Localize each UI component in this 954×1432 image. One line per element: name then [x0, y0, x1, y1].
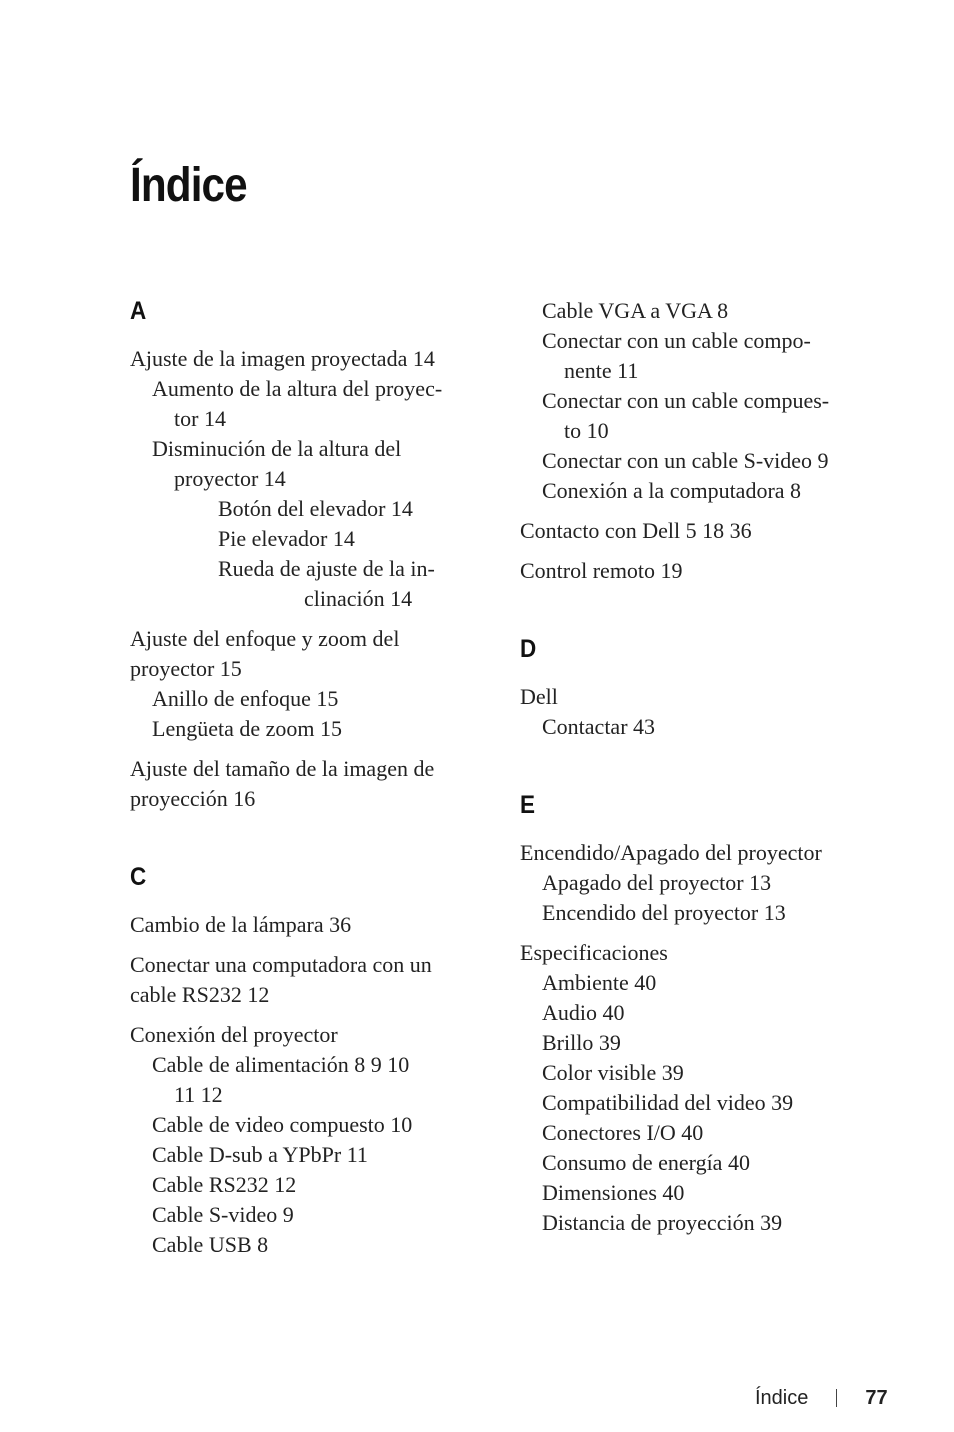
index-subterm: Conexión a la computadora 8: [542, 478, 802, 503]
index-subterm: Cable de alimentación 8 9 10: [152, 1052, 410, 1077]
index-subterm: Audio 40: [542, 1000, 625, 1025]
index-subterm: Conectores I/O 40: [542, 1120, 704, 1145]
index-subterm: proyector 14: [174, 466, 286, 491]
index-subterm: Cable D-sub a YPbPr 11: [152, 1142, 368, 1167]
footer-section: Índice: [755, 1387, 809, 1409]
index-subterm: Rueda de ajuste de la in-: [218, 556, 435, 581]
page-title: Índice: [130, 159, 247, 212]
index-subterm: clinación 14: [304, 586, 413, 611]
index-term: Cambio de la lámpara 36: [130, 912, 352, 937]
index-subterm: 11 12: [174, 1082, 223, 1107]
index-term: Contacto con Dell 5 18 36: [520, 518, 752, 543]
index-section: [520, 634, 870, 742]
section-letter: A: [130, 297, 147, 325]
index-subterm: Aumento de la altura del proyec-: [152, 376, 443, 401]
index-subterm: Cable RS232 12: [152, 1172, 297, 1197]
index-entry: [130, 624, 480, 744]
index-entry: [520, 516, 870, 546]
index-section: [130, 296, 480, 814]
index-subterm: Brillo 39: [542, 1030, 621, 1055]
index-entry: [520, 938, 870, 1238]
index-subterm: Conectar con un cable S-video 9: [542, 448, 829, 473]
index-subterm: Cable de video compuesto 10: [152, 1112, 413, 1137]
section-letter: D: [520, 635, 537, 663]
index-section: [130, 862, 480, 1260]
index-subterm: Conectar con un cable compues-: [542, 388, 830, 413]
index-subterm: Lengüeta de zoom 15: [152, 716, 342, 741]
index-subterm: Cable S-video 9: [152, 1202, 294, 1227]
index-term: Encendido/Apagado del proyector: [520, 840, 822, 865]
index-entry: [520, 682, 870, 742]
index-entry: [130, 344, 480, 614]
index-subterm: tor 14: [174, 406, 226, 431]
index-subterm: Contactar 43: [542, 714, 656, 739]
index-subterm: Ambiente 40: [542, 970, 657, 995]
index-subterm: Encendido del proyector 13: [542, 900, 786, 925]
index-entry: [520, 556, 870, 586]
index-subterm: to 10: [564, 418, 609, 443]
index-entry: [520, 838, 870, 928]
index-term: Ajuste del enfoque y zoom del: [130, 626, 400, 651]
index-term: Dell: [520, 684, 558, 709]
index-entry-continued: [520, 296, 870, 506]
index-subterm: Distancia de proyección 39: [542, 1210, 783, 1235]
footer-separator: [836, 1389, 837, 1407]
index-subterm: Cable USB 8: [152, 1232, 269, 1257]
index-subterm: Disminución de la altura del: [152, 436, 402, 461]
index-subterm: Apagado del proyector 13: [542, 870, 772, 895]
index-column-right: [520, 296, 870, 1286]
index-subterm: Pie elevador 14: [218, 526, 355, 551]
page-number: 77: [865, 1387, 888, 1409]
index-subterm: Anillo de enfoque 15: [152, 686, 339, 711]
index-section: [520, 790, 870, 1238]
index-term: proyector 15: [130, 656, 242, 681]
index-entry: [130, 950, 480, 1010]
index-term: Control remoto 19: [520, 558, 683, 583]
index-term: Ajuste de la imagen proyectada 14: [130, 346, 435, 371]
index-term: Conexión del proyector: [130, 1022, 338, 1047]
index-entry: [130, 754, 480, 814]
index-term: Ajuste del tamaño de la imagen de: [130, 756, 435, 781]
index-term: proyección 16: [130, 786, 256, 811]
index-section-continued: [520, 516, 870, 586]
index-entry: [130, 910, 480, 940]
index-subterm: Consumo de energía 40: [542, 1150, 750, 1175]
index-term: Conectar una computadora con un: [130, 952, 432, 977]
index-subterm: Compatibilidad del video 39: [542, 1090, 794, 1115]
section-letter: C: [130, 863, 147, 891]
index-subterm: Dimensiones 40: [542, 1180, 685, 1205]
index-term: cable RS232 12: [130, 982, 270, 1007]
page-footer: [755, 1387, 888, 1410]
index-subterm: nente 11: [564, 358, 639, 383]
index-subterm: Conectar con un cable compo-: [542, 328, 811, 353]
index-subterm: Color visible 39: [542, 1060, 684, 1085]
index-subterm: Cable VGA a VGA 8: [542, 298, 729, 323]
index-column-left: [130, 296, 480, 1308]
section-letter: E: [520, 791, 536, 819]
index-entry: [130, 1020, 480, 1260]
index-term: Especificaciones: [520, 940, 668, 965]
index-subterm: Botón del elevador 14: [218, 496, 413, 521]
